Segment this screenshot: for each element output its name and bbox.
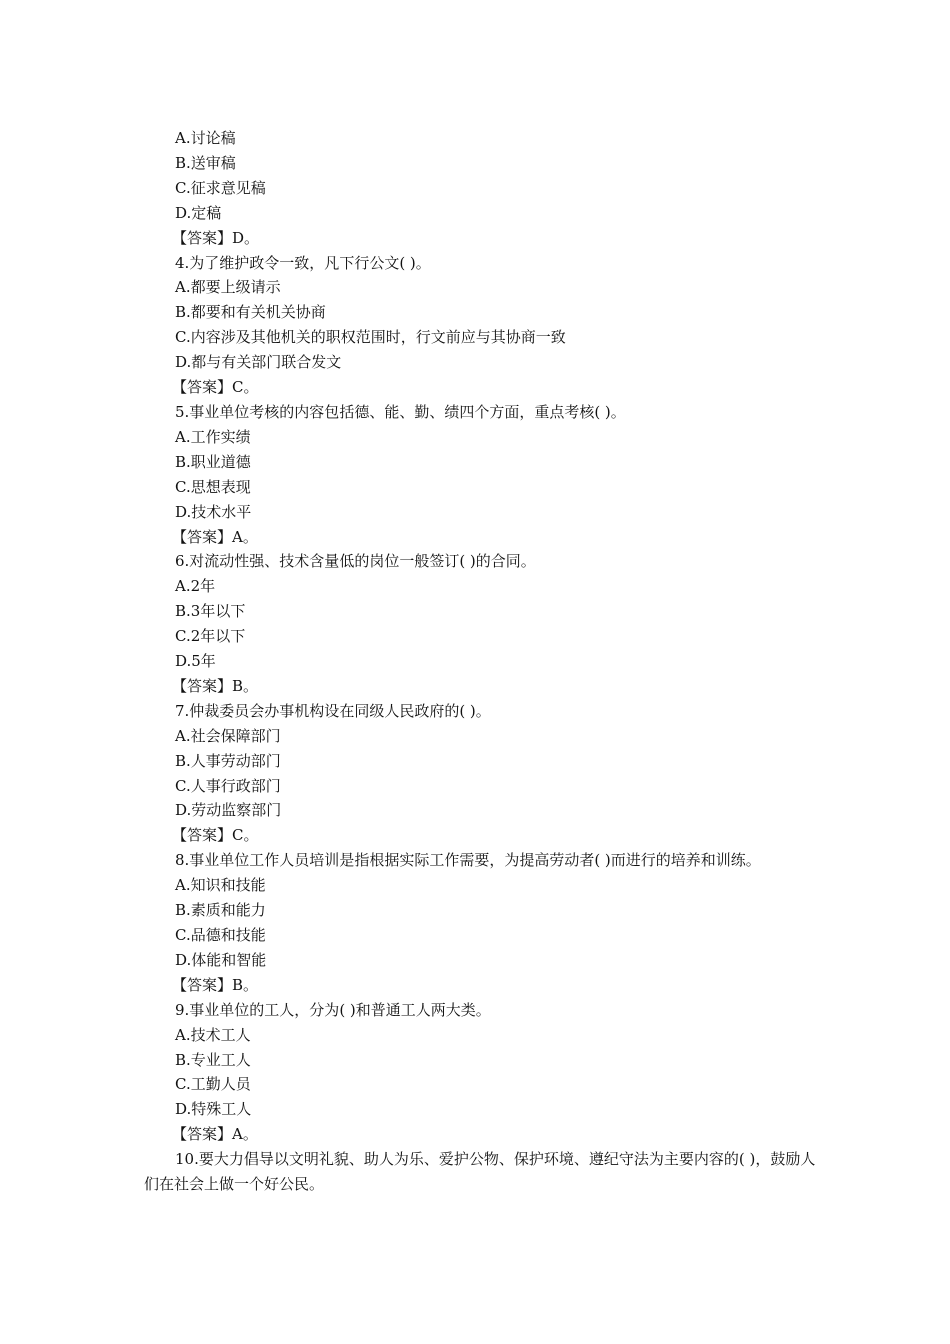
- answer-option: B.专业工人: [175, 1050, 251, 1069]
- answer-option: D.技术水平: [175, 502, 252, 521]
- answer-option: C.思想表现: [175, 477, 251, 496]
- answer-option: A.工作实绩: [175, 427, 251, 446]
- answer-key: 【答案】D。: [172, 228, 260, 247]
- answer-key: 【答案】C。: [172, 826, 259, 845]
- answer-option: C.征求意见稿: [175, 178, 266, 197]
- answer-option: C.工勤人员: [175, 1075, 251, 1094]
- answer-option: D.体能和智能: [175, 950, 267, 969]
- answer-key: 【答案】A。: [172, 527, 258, 546]
- answer-option: D.特殊工人: [175, 1100, 252, 1119]
- question-text: 4.为了维护政令一致，凡下行公文( )。: [175, 253, 431, 272]
- answer-key: 【答案】B。: [172, 975, 259, 994]
- question-text: 9.事业单位的工人，分为( )和普通工人两大类。: [175, 1000, 491, 1019]
- answer-option: D.劳动监察部门: [175, 801, 282, 820]
- answer-option: A.技术工人: [175, 1025, 251, 1044]
- answer-key: 【答案】B。: [172, 676, 259, 695]
- answer-option: A.2年: [175, 577, 216, 596]
- question-text: 6.对流动性强、技术含量低的岗位一般签订( )的合同。: [175, 552, 536, 571]
- answer-option: D.都与有关部门联合发文: [175, 353, 342, 372]
- answer-option: B.3年以下: [175, 602, 246, 621]
- answer-option: B.人事劳动部门: [175, 751, 281, 770]
- answer-option: A.都要上级请示: [175, 278, 281, 297]
- answer-option: A.讨论稿: [175, 129, 236, 147]
- question-text: 7.仲裁委员会办事机构设在同级人民政府的( )。: [175, 701, 491, 720]
- answer-option: B.都要和有关机关协商: [175, 303, 326, 322]
- answer-option: C.品德和技能: [175, 926, 266, 944]
- answer-option: C.人事行政部门: [175, 776, 281, 795]
- answer-option: D.5年: [175, 652, 216, 671]
- answer-option: B.职业道德: [175, 452, 251, 471]
- answer-key: 【答案】A。: [172, 1125, 258, 1144]
- answer-option: B.素质和能力: [175, 901, 266, 920]
- question-text: 5.事业单位考核的内容包括德、能、勤、绩四个方面，重点考核( )。: [175, 402, 626, 421]
- answer-option: A.社会保障部门: [175, 726, 281, 745]
- answer-option: C.2年以下: [175, 627, 246, 646]
- answer-option: C.内容涉及其他机关的职权范围时，行文前应与其协商一致: [175, 328, 566, 347]
- document-body: [144, 126, 816, 1197]
- question-text: 8.事业单位工作人员培训是指根据实际工作需要，为提高劳动者( )而进行的培养和训练。: [175, 851, 761, 870]
- answer-key: 【答案】C。: [172, 378, 259, 397]
- answer-option: A.知识和技能: [175, 876, 266, 895]
- answer-option: B.送审稿: [175, 153, 236, 172]
- question-text: 10.要大力倡导以文明礼貌、助人为乐、爱护公物、保护环境、遵纪守法为主要内容的( )，鼓励人们在社会上做一个好公民。: [144, 1150, 816, 1194]
- answer-option: D.定稿: [175, 203, 222, 222]
